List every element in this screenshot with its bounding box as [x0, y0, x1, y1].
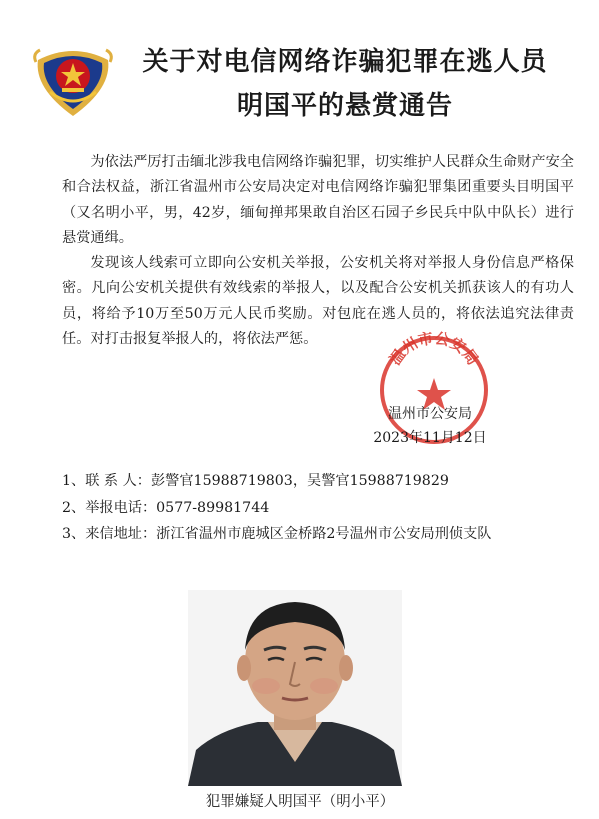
contact-line: 2、举报电话：0577-89981744 [62, 499, 270, 516]
issuer: 温州市公安局 [388, 406, 472, 422]
notice-body [62, 150, 574, 352]
signature-block [350, 402, 510, 450]
contact-info [62, 468, 574, 548]
title-line-1: 关于对电信网络诈骗犯罪在逃人员 [142, 47, 548, 77]
contact-line: 1、联 系 人：彭警官15988719803，吴警官15988719829 [62, 473, 449, 489]
suspect-photo [188, 590, 402, 786]
seal-text: 温州市公安局 [385, 330, 483, 369]
photo-caption: 犯罪嫌疑人明国平（明小平） [205, 794, 395, 810]
title-line-2: 明国平的悬赏通告 [236, 91, 453, 121]
issue-date: 2023年11月12日 [373, 430, 487, 446]
contact-line: 3、来信地址：浙江省温州市鹿城区金桥路2号温州市公安局刑侦支队 [62, 526, 492, 542]
paragraph-reward: 发现该人线索可立即向公安机关举报，公安机关将对举报人身份信息严格保密。凡向公安机关提供有效线索的举报人，以及配合公安机关抓获该人的有功人员，将给予10万至50万元人民币奖励。对包庇在逃人员的，将依法追究法律责任。对打击报复举报人的，将依法严惩。 [62, 255, 574, 348]
police-emblem-icon [28, 36, 118, 120]
notice-title [130, 40, 560, 128]
paragraph-intro: 为依法严厉打击缅北涉我电信网络诈骗犯罪，切实维护人民群众生命财产安全和合法权益，浙江省温州市公安局决定对电信网络诈骗犯罪集团重要头目明国平（又名明小平，男，42岁，缅甸掸邦果敢自治区石园子乡民兵中队中队长）进行悬赏通缉。 [62, 154, 574, 246]
